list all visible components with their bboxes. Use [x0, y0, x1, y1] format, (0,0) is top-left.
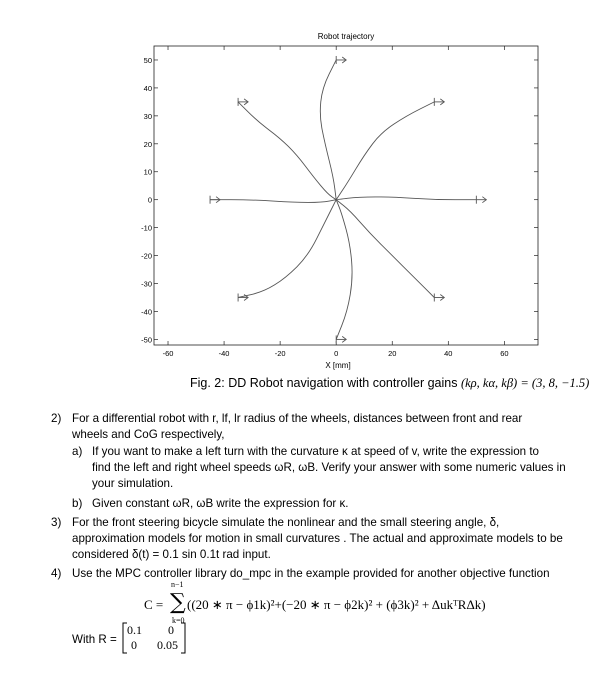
x-tick-label: 0: [334, 349, 339, 358]
y-tick-label: 20: [143, 139, 152, 149]
x-tick-label: 40: [444, 349, 453, 358]
question-2a-line-2: find the left and right wheel speeds ωR, ωB. Verify your answer with some numeric values in: [92, 461, 566, 474]
formula-rhs: ((20 ∗ π − ϕ1k)²+(−20 ∗ π − ϕ2k)² + (ϕ3k)² + ΔukᵀRΔk): [187, 597, 486, 612]
y-tick-label: 30: [143, 111, 152, 121]
x-tick-label: -60: [162, 349, 174, 358]
y-tick-label: -40: [141, 307, 152, 317]
y-tick-label: 50: [143, 55, 152, 65]
question-2a-line-1: If you want to make a left turn with the curvature κ at speed of v, write the expression to: [92, 445, 540, 458]
question-4-number: 4): [51, 567, 62, 580]
x-tick-label: -20: [274, 349, 286, 358]
matrix-r22: 0.05: [157, 638, 178, 652]
question-2a-label: a): [72, 445, 83, 458]
question-3-line-3: considered δ(t) = 0.1 sin 0.1t rad input.: [72, 548, 271, 561]
question-2-line-1: For a differential robot with r, lf, lr radius of the wheels, distances between front and rear: [72, 412, 523, 425]
figure-caption: [190, 376, 589, 391]
y-tick-label: -50: [141, 335, 152, 345]
sum-upper-limit: n−1: [171, 580, 184, 589]
caption-math: (kρ, kα, kβ) = (3, 8, −1.5): [460, 376, 590, 390]
y-tick-label: 0: [147, 195, 152, 205]
x-axis-label: X [mm]: [325, 361, 351, 370]
question-2-line-2: wheels and CoG respectively,: [72, 428, 225, 441]
y-tick-label: -10: [141, 223, 152, 233]
y-tick-label: 40: [143, 83, 152, 93]
question-3-number: 3): [51, 516, 62, 529]
x-tick-label: 20: [388, 349, 397, 358]
matrix-r11: 0.1: [127, 623, 142, 637]
x-tick-label: 60: [500, 349, 509, 358]
matrix-r12: 0: [168, 623, 174, 637]
question-2b-line-1: Given constant ωR, ωB write the expression for κ.: [92, 497, 349, 510]
question-2a-line-3: your simulation.: [92, 477, 174, 490]
question-2-number: 2): [51, 412, 62, 425]
matrix-r21: 0: [131, 638, 137, 652]
with-r-label: With R =: [72, 633, 117, 646]
question-4-line-1: Use the MPC controller library do_mpc in the example provided for another objective function: [72, 567, 550, 580]
caption-prefix: Fig. 2: DD Robot navigation with controller gains: [190, 376, 461, 390]
formula-lhs: C =: [144, 597, 164, 612]
chart-title: Robot trajectory: [317, 32, 375, 41]
question-3-line-1: For the front steering bicycle simulate the nonlinear and the small steering angle, δ,: [72, 516, 500, 529]
question-2b-label: b): [72, 497, 83, 510]
sum-lower-limit: k=0: [172, 616, 185, 625]
y-tick-label: -20: [141, 251, 152, 261]
y-tick-label: -30: [141, 279, 152, 289]
x-tick-label: -40: [218, 349, 230, 358]
summation-symbol: ∑: [170, 590, 186, 615]
question-3-line-2: approximation models for motion in small curvatures . The actual and approximate models to be: [72, 532, 563, 545]
y-tick-label: 10: [143, 167, 152, 177]
